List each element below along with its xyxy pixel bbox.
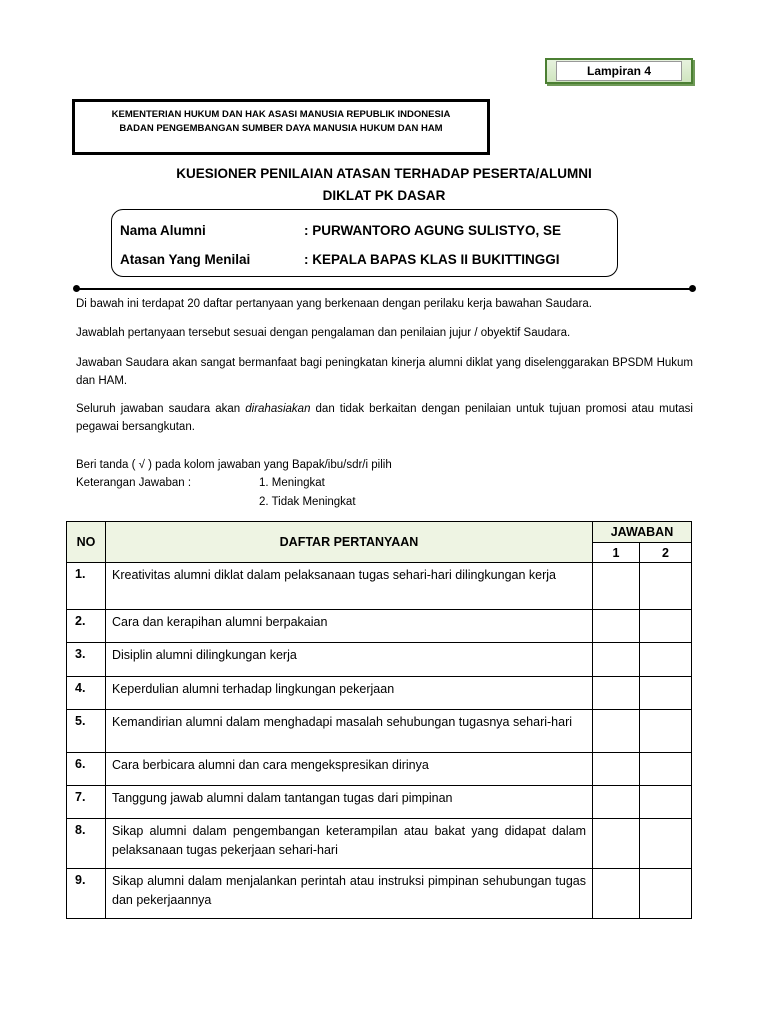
attachment-badge	[545, 58, 693, 84]
divider-line	[76, 288, 692, 290]
paragraph-4	[76, 400, 693, 436]
paragraph-4-emphasis: dirahasiakan	[245, 403, 311, 415]
table-row	[67, 753, 692, 786]
row-number: 4.	[67, 677, 106, 710]
row-number: 6.	[67, 753, 106, 786]
table-row	[67, 563, 692, 610]
assessor-label: Atasan Yang Menilai	[120, 252, 251, 267]
answer-cell-1[interactable]	[593, 753, 640, 786]
column-header-answer-2: 2	[640, 543, 692, 563]
column-header-answer: JAWABAN	[593, 522, 692, 543]
answer-legend-label: Keterangan Jawaban :	[76, 477, 192, 489]
answer-cell-1[interactable]	[593, 563, 640, 610]
table-row	[67, 869, 692, 919]
answer-cell-1[interactable]	[593, 786, 640, 819]
document-title-line-1: KUESIONER PENILAIAN ATASAN TERHADAP PESERTA/ALUMNI	[176, 166, 592, 181]
answer-option-1: 1. Meningkat	[259, 477, 325, 489]
divider-dot-right	[689, 285, 696, 292]
column-header-question: DAFTAR PERTANYAAN	[106, 522, 593, 563]
question-text: Kreativitas alumni diklat dalam pelaksanaan tugas sehari-hari dilingkungan kerja	[106, 563, 593, 610]
paragraph-4-start: Seluruh jawaban saudara akan	[76, 403, 246, 415]
answer-cell-2[interactable]	[640, 869, 692, 919]
answer-cell-2[interactable]	[640, 643, 692, 677]
answer-cell-1[interactable]	[593, 677, 640, 710]
table-row	[67, 819, 692, 869]
row-number: 2.	[67, 610, 106, 643]
answer-cell-1[interactable]	[593, 710, 640, 753]
answer-cell-2[interactable]	[640, 710, 692, 753]
row-number: 8.	[67, 819, 106, 869]
identity-box	[111, 209, 618, 277]
question-text: Kemandirian alumni dalam menghadapi masalah sehubungan tugasnya sehari-hari	[106, 710, 593, 753]
question-text: Disiplin alumni dilingkungan kerja	[106, 643, 593, 677]
table-row	[67, 643, 692, 677]
answer-cell-2[interactable]	[640, 753, 692, 786]
question-text: Cara dan kerapihan alumni berpakaian	[106, 610, 593, 643]
mark-instruction: Beri tanda ( √ ) pada kolom jawaban yang Bapak/ibu/sdr/i pilih	[76, 459, 392, 471]
document-title-line-2: DIKLAT PK DASAR	[322, 188, 446, 203]
answer-cell-1[interactable]	[593, 869, 640, 919]
answer-cell-1[interactable]	[593, 819, 640, 869]
answer-cell-1[interactable]	[593, 643, 640, 677]
column-header-answer-1: 1	[593, 543, 640, 563]
answer-option-2: 2. Tidak Meningkat	[259, 496, 356, 508]
institution-box	[72, 99, 490, 155]
row-number: 5.	[67, 710, 106, 753]
question-text: Sikap alumni dalam menjalankan perintah atau instruksi pimpinan sehubungan tugas dan pekerjaannya	[106, 869, 593, 919]
attachment-label: Lampiran 4	[556, 61, 682, 81]
institution-line-1: KEMENTERIAN HUKUM DAN HAK ASASI MANUSIA REPUBLIK INDONESIA	[111, 109, 451, 120]
paragraph-2: Jawablah pertanyaan tersebut sesuai dengan pengalaman dan penilaian jujur / obyektif Saudara.	[76, 327, 571, 339]
question-text: Tanggung jawab alumni dalam tantangan tugas dari pimpinan	[106, 786, 593, 819]
row-number: 9.	[67, 869, 106, 919]
answer-cell-2[interactable]	[640, 819, 692, 869]
alumni-name-value: : PURWANTORO AGUNG SULISTYO, SE	[304, 223, 562, 238]
table-row	[67, 610, 692, 643]
answer-cell-2[interactable]	[640, 563, 692, 610]
answer-cell-2[interactable]	[640, 786, 692, 819]
paragraph-1: Di bawah ini terdapat 20 daftar pertanyaan yang berkenaan dengan perilaku kerja bawahan Saudara.	[76, 298, 592, 310]
alumni-name-label: Nama Alumni	[120, 223, 206, 238]
table-row	[67, 786, 692, 819]
row-number: 1.	[67, 563, 106, 610]
answer-cell-2[interactable]	[640, 677, 692, 710]
row-number: 3.	[67, 643, 106, 677]
assessor-value: : KEPALA BAPAS KLAS II BUKITTINGGI	[304, 252, 560, 267]
paragraph-3: Jawaban Saudara akan sangat bermanfaat bagi peningkatan kinerja alumni diklat yang diselenggarakan BPSDM Hukum dan HAM.	[76, 357, 693, 387]
row-number: 7.	[67, 786, 106, 819]
answer-cell-1[interactable]	[593, 610, 640, 643]
question-text: Sikap alumni dalam pengembangan keterampilan atau bakat yang didapat dalam pelaksanaan tugas pekerjaan sehari-hari	[106, 819, 593, 869]
question-text: Keperdulian alumni terhadap lingkungan pekerjaan	[106, 677, 593, 710]
institution-line-2: BADAN PENGEMBANGAN SUMBER DAYA MANUSIA HUKUM DAN HAM	[119, 123, 443, 134]
answer-cell-2[interactable]	[640, 610, 692, 643]
question-text: Cara berbicara alumni dan cara mengekspresikan dirinya	[106, 753, 593, 786]
table-row	[67, 677, 692, 710]
questionnaire-table	[66, 521, 692, 919]
table-row	[67, 710, 692, 753]
column-header-no: NO	[67, 522, 106, 563]
paragraph-4-end: dan tidak berkaitan dengan penilaian untuk tujuan promosi atau mutasi pegawai bersangkutan.	[76, 403, 693, 433]
